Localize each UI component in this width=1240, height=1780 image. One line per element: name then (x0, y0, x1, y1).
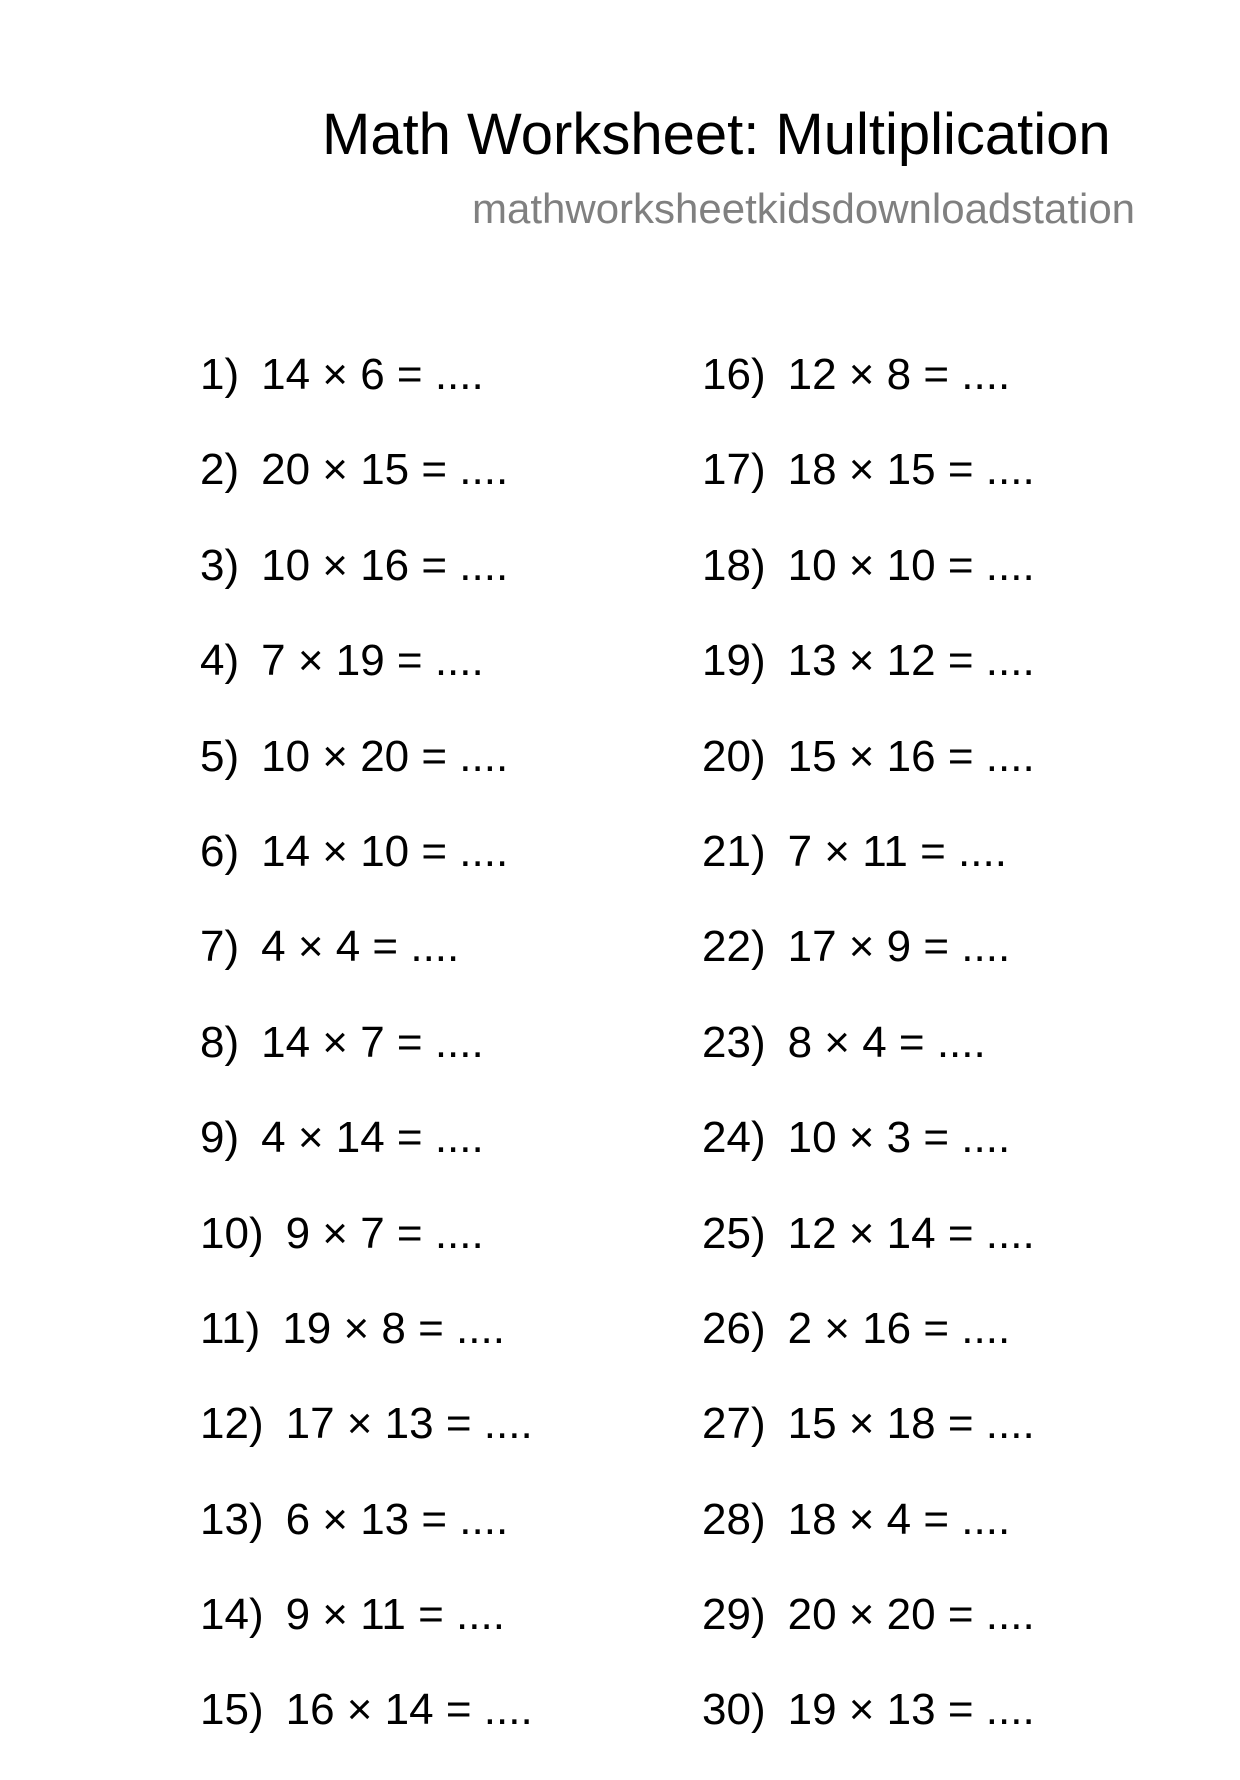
problem-number: 20) (702, 731, 766, 781)
problem-expression: 12 × 14 = .... (787, 1208, 1035, 1258)
problem-expression: 17 × 13 = .... (285, 1399, 533, 1449)
problem-number: 17) (702, 445, 766, 495)
problem-expression: 4 × 14 = .... (261, 1113, 484, 1163)
problem-expression: 7 × 11 = .... (787, 826, 1007, 876)
problem-number: 23) (702, 1017, 766, 1067)
problem-number: 19) (702, 636, 766, 686)
problem-number: 11) (200, 1303, 261, 1353)
problem-expression: 2 × 16 = .... (787, 1303, 1011, 1353)
problem-column-right (702, 349, 1035, 1780)
problem-number: 21) (702, 826, 766, 876)
problem-number: 30) (702, 1685, 766, 1735)
problem-number: 13) (200, 1494, 264, 1544)
problem-expression: 14 × 7 = .... (261, 1017, 484, 1067)
problem-number: 7) (200, 922, 240, 972)
problem-expression: 10 × 16 = .... (261, 540, 509, 590)
problem-expression: 12 × 8 = .... (787, 350, 1011, 399)
problem-expression: 14 × 10 = .... (261, 826, 509, 876)
problem-expression: 14 × 6 = .... (261, 350, 484, 399)
problem-item (702, 1398, 1035, 1493)
problem-item (200, 540, 533, 635)
problem-number: 2) (200, 445, 240, 495)
problem-item (200, 826, 533, 921)
problem-item (200, 1208, 533, 1303)
problem-expression: 18 × 15 = .... (787, 445, 1035, 495)
problem-item (702, 1208, 1035, 1303)
problem-number: 15) (200, 1685, 264, 1735)
problem-item (702, 1017, 1035, 1112)
problem-expression: 9 × 7 = .... (285, 1208, 484, 1258)
problem-item (200, 1017, 533, 1112)
problem-number: 27) (702, 1399, 766, 1449)
problem-number: 26) (702, 1303, 766, 1353)
problem-number: 16) (702, 350, 766, 399)
problem-expression: 18 × 4 = .... (787, 1494, 1011, 1544)
problem-item (702, 1303, 1035, 1398)
page-subtitle: mathworksheetkidsdownloadstation (472, 185, 1136, 232)
problem-item (200, 349, 533, 444)
problem-expression: 8 × 4 = .... (787, 1017, 986, 1067)
problem-number: 14) (200, 1590, 264, 1640)
problem-number: 5) (200, 731, 240, 781)
problem-number: 9) (200, 1113, 240, 1163)
problem-item (200, 635, 533, 730)
problem-column-left (200, 349, 533, 1780)
problem-expression: 20 × 20 = .... (787, 1590, 1035, 1640)
problem-item (200, 1303, 533, 1398)
problem-number: 18) (702, 540, 766, 590)
problem-item (200, 1398, 533, 1493)
problem-number: 25) (702, 1208, 766, 1258)
problem-expression: 20 × 15 = .... (261, 445, 509, 495)
problem-item (702, 1494, 1035, 1589)
problem-expression: 16 × 14 = .... (285, 1685, 533, 1735)
problem-number: 12) (200, 1399, 264, 1449)
problem-item (200, 1112, 533, 1207)
problem-expression: 15 × 18 = .... (787, 1399, 1035, 1449)
problem-expression: 4 × 4 = .... (261, 922, 460, 972)
problem-number: 10) (200, 1208, 264, 1258)
problem-expression: 10 × 3 = .... (787, 1113, 1011, 1163)
problem-item (200, 1494, 533, 1589)
problem-number: 24) (702, 1113, 766, 1163)
problem-item (200, 921, 533, 1016)
problem-expression: 6 × 13 = .... (285, 1494, 509, 1544)
problem-expression: 19 × 13 = .... (787, 1685, 1035, 1735)
problem-number: 1) (200, 350, 240, 399)
problem-number: 28) (702, 1494, 766, 1544)
problem-item (702, 1112, 1035, 1207)
problem-expression: 19 × 8 = .... (282, 1303, 505, 1353)
problem-item (200, 1589, 533, 1684)
problem-item (702, 349, 1035, 444)
problem-expression: 10 × 10 = .... (787, 540, 1035, 590)
problem-expression: 15 × 16 = .... (787, 731, 1035, 781)
problem-number: 4) (200, 636, 240, 686)
problem-expression: 9 × 11 = .... (285, 1590, 505, 1640)
problem-item (702, 1684, 1035, 1779)
problem-item (702, 540, 1035, 635)
problem-number: 6) (200, 826, 240, 876)
problem-expression: 17 × 9 = .... (787, 922, 1011, 972)
problem-number: 22) (702, 922, 766, 972)
problem-item (702, 921, 1035, 1016)
problem-expression: 13 × 12 = .... (787, 636, 1035, 686)
problem-item (200, 1684, 533, 1779)
problem-item (200, 444, 533, 539)
problem-number: 3) (200, 540, 240, 590)
problem-expression: 10 × 20 = .... (261, 731, 509, 781)
problem-expression: 7 × 19 = .... (261, 636, 484, 686)
problem-number: 29) (702, 1590, 766, 1640)
problem-item (702, 731, 1035, 826)
page-title: Math Worksheet: Multiplication (322, 102, 1111, 167)
problem-item (702, 444, 1035, 539)
problem-item (702, 826, 1035, 921)
problem-item (200, 731, 533, 826)
problem-item (702, 635, 1035, 730)
problem-number: 8) (200, 1017, 240, 1067)
problem-item (702, 1589, 1035, 1684)
